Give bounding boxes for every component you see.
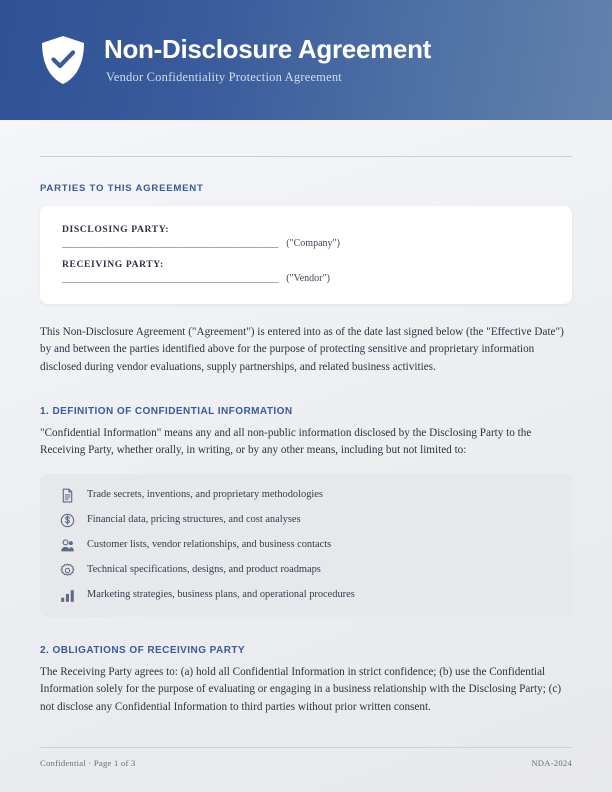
document-content [0,120,612,747]
list-item-label: Trade secrets, inventions, and proprietary methodologies [87,489,323,501]
footer-page-info: Confidential · Page 1 of 3 [40,758,136,768]
receiving-party-block [62,259,550,284]
list-item-label: Customer lists, vendor relationships, and business contacts [87,539,332,551]
page-title: Non-Disclosure Agreement [104,34,432,65]
document-footer [40,747,572,792]
section-1-heading: 1. DEFINITION OF CONFIDENTIAL INFORMATION [40,406,293,418]
list-item [60,513,554,528]
section-1-body: "Confidential Information" means any and all non-public information disclosed by the Disclosing Party to the Receiving Party, whether orally, in writing, or by any other means, including but not limited to: [40,427,532,457]
receiving-party-label: RECEIVING PARTY: [62,259,164,270]
disclosing-party-label: DISCLOSING PARTY: [62,224,170,235]
list-item-label: Technical specifications, designs, and product roadmaps [87,564,321,576]
disclosing-party-rule: ______________________________________________ [62,238,279,249]
intro-paragraph: This Non-Disclosure Agreement ("Agreement") is entered into as of the date last signed below (the "Effective Date") by and between the parties identified above for the purpose of protecting sensitive and proprietary information disclosed during vendor evaluations, supply partnerships, and related business activities. [40,326,564,373]
page-subtitle: Vendor Confidentiality Protection Agreement [106,69,342,84]
parties-heading: PARTIES TO THIS AGREEMENT [40,183,204,194]
document-header [0,0,612,120]
disclosing-party-block [62,224,550,249]
parties-card [40,206,572,304]
list-item [60,588,554,603]
document-icon [60,488,75,503]
disclosing-party-field[interactable] [62,238,550,249]
list-item-label: Financial data, pricing structures, and cost analyses [87,514,301,526]
list-item [60,563,554,578]
bar-chart-icon [60,588,75,603]
confidential-items-list [40,474,572,617]
receiving-party-tag: ("Vendor") [286,273,330,284]
list-item [60,538,554,553]
disclosing-party-tag: ("Company") [286,238,340,249]
header-text-block [104,35,431,85]
users-icon [60,538,75,553]
receiving-party-rule: ______________________________________________ [62,273,279,284]
receiving-party-field[interactable] [62,273,550,284]
section-2-heading: 2. OBLIGATIONS OF RECEIVING PARTY [40,644,246,656]
shield-check-icon [40,35,86,85]
list-item-label: Marketing strategies, business plans, and operational procedures [87,589,355,601]
list-item [60,488,554,503]
section-2-body: The Receiving Party agrees to: (a) hold all Confidential Information in strict confidence; (b) use the Confidential Information solely for the purpose of evaluating or engaging in a business relationship with the Disclosing Party; (c) not disclose any Confidential Information to third parties without prior written consent. [40,665,562,713]
top-divider [40,156,572,157]
footer-doc-id: NDA-2024 [531,758,572,768]
gear-icon [60,563,75,578]
dollar-circle-icon [60,513,75,528]
